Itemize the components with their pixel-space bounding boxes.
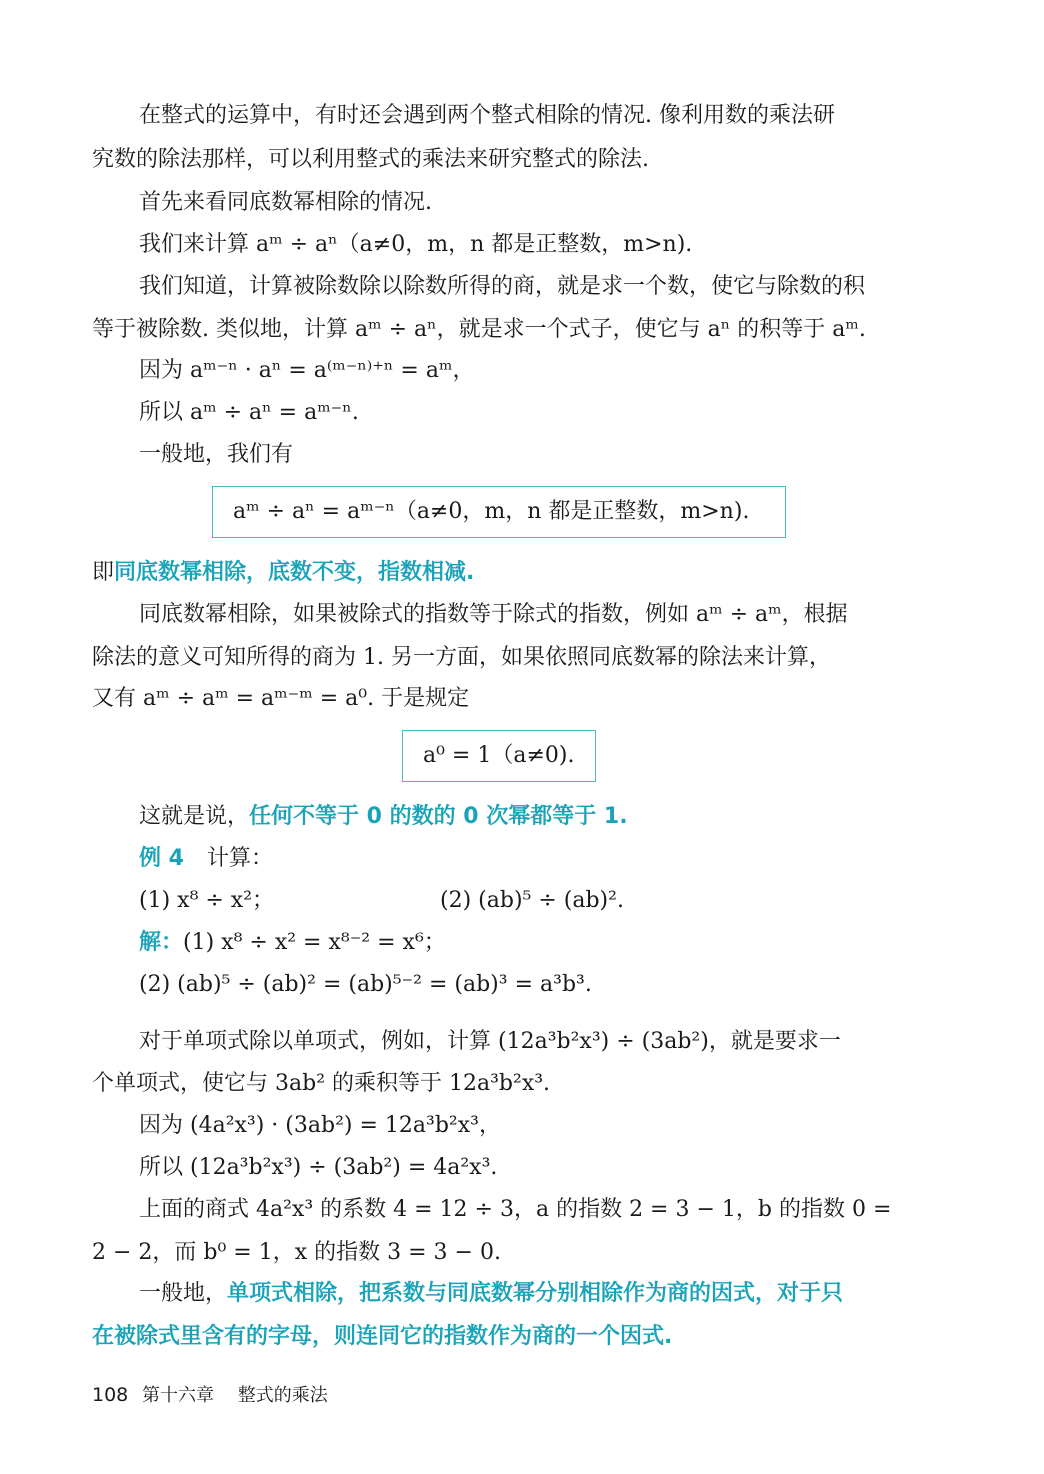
paragraph-line: 所以 (12a³b²x³) ÷ (3ab²) = 4a²x³.	[139, 1155, 498, 1180]
rule-text: 在被除式里含有的字母，则连同它的指数作为商的一个因式.	[92, 1324, 673, 1349]
rule-line	[92, 558, 474, 588]
example-label: 例 4	[139, 846, 184, 871]
paragraph-line: 在整式的运算中，有时还会遇到两个整式相除的情况. 像利用数的乘法研	[139, 103, 835, 128]
paragraph-line: 同底数幂相除，如果被除式的指数等于除式的指数，例如 aᵐ ÷ aᵐ，根据	[139, 602, 848, 627]
rule-line	[139, 802, 628, 832]
example-question-1: (1) x⁸ ÷ x²；	[139, 888, 275, 913]
paragraph-line: 首先来看同底数幂相除的情况.	[139, 190, 432, 215]
paragraph-line: 因为 (4a²x³) · (3ab²) = 12a³b²x³，	[139, 1113, 501, 1138]
example-question-2: (2) (ab)⁵ ÷ (ab)².	[440, 888, 624, 913]
paragraph-line: 对于单项式除以单项式，例如，计算 (12a³b²x³) ÷ (3ab²)，就是要求一	[139, 1029, 841, 1054]
paragraph-line: 究数的除法那样，可以利用整式的乘法来研究整式的除法.	[92, 147, 649, 172]
rule-prefix: 一般地，	[139, 1281, 228, 1306]
solution-line	[139, 928, 446, 958]
formula-box	[212, 486, 786, 538]
paragraph-line: 又有 aᵐ ÷ aᵐ = aᵐ⁻ᵐ = a⁰. 于是规定	[92, 686, 470, 711]
formula-box	[402, 730, 596, 782]
formula-text: aᵐ ÷ aⁿ = aᵐ⁻ⁿ（a≠0，m，n 都是正整数，m>n).	[233, 499, 750, 524]
chapter-title: 整式的乘法	[237, 1385, 328, 1406]
paragraph-line: 一般地，我们有	[139, 442, 294, 467]
page-footer	[92, 1382, 328, 1409]
paragraph-line: 除法的意义可知所得的商为 1. 另一方面，如果依照同底数幂的除法来计算，	[92, 645, 831, 670]
paragraph-line: 上面的商式 4a²x³ 的系数 4 = 12 ÷ 3，a 的指数 2 = 3 − 1，b 的指数 0 =	[139, 1197, 892, 1222]
example-heading	[139, 844, 273, 874]
paragraph-line: 2 − 2，而 b⁰ = 1，x 的指数 3 = 3 − 0.	[92, 1240, 501, 1265]
paragraph-line: 所以 aᵐ ÷ aⁿ = aᵐ⁻ⁿ.	[139, 400, 359, 425]
solution-text: (1) x⁸ ÷ x² = x⁸⁻² = x⁶；	[183, 930, 446, 955]
page-number: 108	[92, 1384, 129, 1406]
paragraph-line: 因为 aᵐ⁻ⁿ · aⁿ = a⁽ᵐ⁻ⁿ⁾⁺ⁿ = aᵐ，	[139, 358, 475, 383]
paragraph-line: 我们知道，计算被除数除以除数所得的商，就是求一个数，使它与除数的积	[139, 274, 866, 299]
rule-line	[92, 1322, 672, 1352]
rule-text: 同底数幂相除，底数不变，指数相减.	[114, 560, 475, 585]
chapter-label: 第十六章	[142, 1385, 214, 1406]
rule-prefix: 这就是说，	[139, 804, 250, 829]
solution-label: 解：	[139, 930, 184, 955]
paragraph-line: 个单项式，使它与 3ab² 的乘积等于 12a³b²x³.	[92, 1071, 551, 1096]
rule-line	[139, 1279, 843, 1309]
example-title: 计算：	[206, 846, 273, 871]
rule-text: 单项式相除，把系数与同底数幂分别相除作为商的因式，对于只	[227, 1281, 844, 1306]
solution-line: (2) (ab)⁵ ÷ (ab)² = (ab)⁵⁻² = (ab)³ = a³b³.	[139, 972, 592, 997]
paragraph-line: 等于被除数. 类似地，计算 aᵐ ÷ aⁿ，就是求一个式子，使它与 aⁿ 的积等于 aᵐ.	[92, 317, 866, 342]
paragraph-line: 我们来计算 aᵐ ÷ aⁿ（a≠0，m，n 都是正整数，m>n).	[139, 232, 693, 257]
rule-text: 任何不等于 0 的数的 0 次幂都等于 1.	[249, 804, 628, 829]
formula-text: a⁰ = 1（a≠0).	[423, 743, 575, 768]
rule-prefix: 即	[92, 560, 115, 585]
